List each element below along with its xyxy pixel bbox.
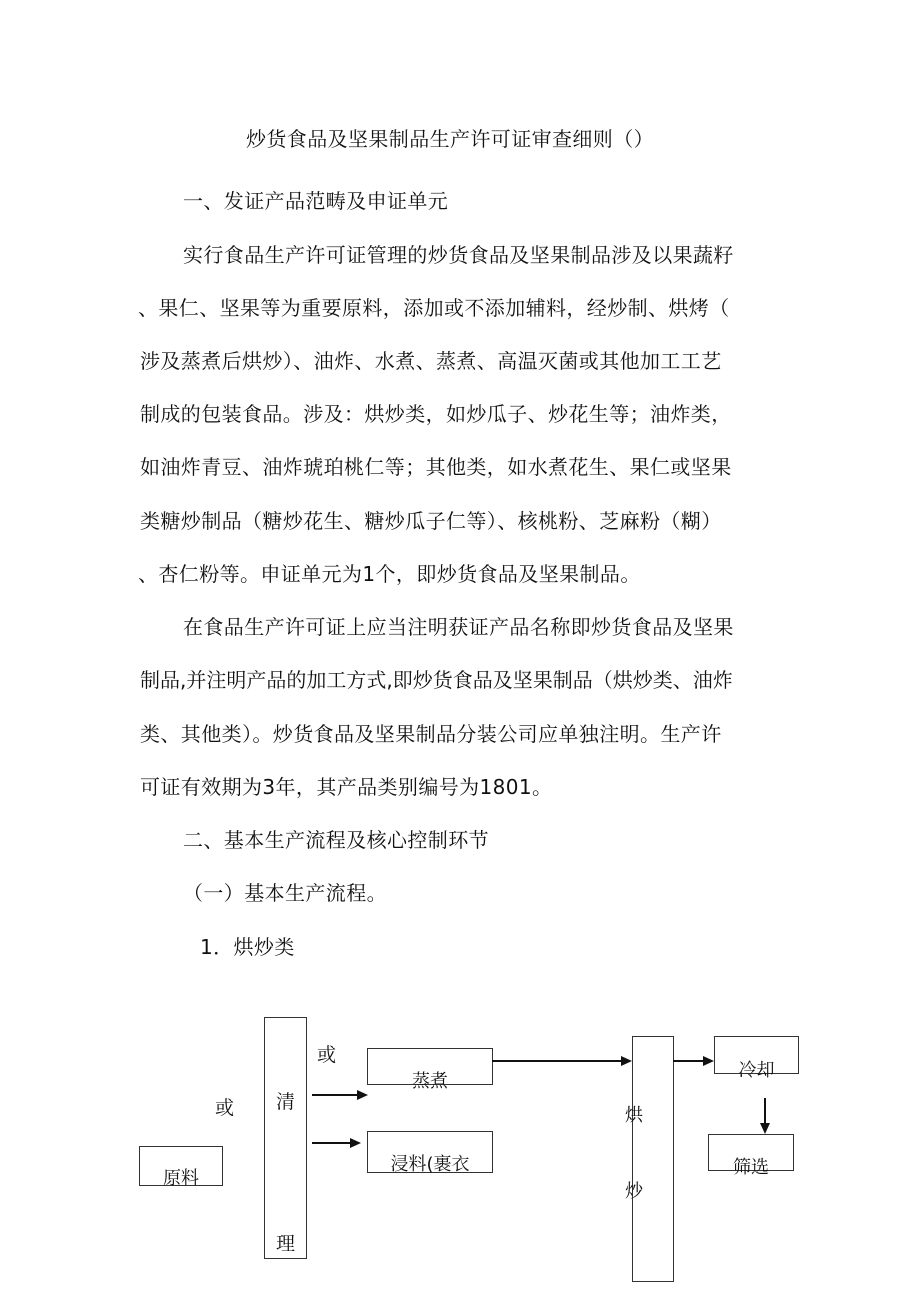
roasting-label-clipped: 烘炒 [622,1105,643,1257]
or-label-top: 或 [317,1044,337,1066]
soaking-label: 浸料(裹衣 [390,1154,470,1175]
raw-material-label: 原料 [163,1168,199,1189]
item-heading: 1．烘炒类 [200,935,295,959]
arrow-line-steaming-roasting [492,1060,622,1062]
arrow-head-right [703,1056,714,1066]
arrow-head-right [357,1090,368,1100]
paragraph-line: 涉及蒸煮后烘炒）、油炸、水煮、蒸煮、高温灭菌或其他加工工艺 [140,349,722,373]
screening-box [708,1134,794,1178]
document-title: 炒货食品及坚果制品生产许可证审查细则（） [246,127,654,151]
cleaning-label-bottom: 理 [275,1233,295,1255]
arrow-line-roasting-cooling [673,1060,705,1062]
arrow-line-cleaning-steaming [312,1094,358,1096]
cooling-box [714,1036,799,1081]
section1-heading: 一、发证产品范畴及申证单元 [183,189,449,213]
cleaning-box [264,1017,307,1259]
paragraph-line: 、杏仁粉等。申证单元为1个，即炒货食品及坚果制品。 [138,562,641,586]
section2-heading: 二、基本生产流程及核心控制环节 [183,828,489,852]
or-label-left: 或 [215,1097,235,1119]
paragraph-line: 如油炸青豆、油炸琥珀桃仁等；其他类，如水煮花生、果仁或坚果 [140,455,732,479]
paragraph-line: 制品,并注明产品的加工方式,即炒货食品及坚果制品（烘炒类、油炸 [140,668,733,692]
arrow-head-right [350,1138,361,1148]
paragraph-line: 在食品生产许可证上应当注明获证产品名称即炒货食品及坚果 [183,615,734,639]
subsection-heading: （一）基本生产流程。 [183,881,387,905]
arrow-line-cooling-screening [764,1098,766,1124]
arrow-line-cleaning-soaking [312,1142,352,1144]
paragraph-line: 制成的包装食品。涉及：烘炒类，如炒瓜子、炒花生等；油炸类， [140,402,732,426]
screening-label: 筛选 [733,1157,769,1178]
roasting-box [622,1036,674,1282]
arrow-head-right [621,1056,632,1066]
steaming-label: 蒸煮 [412,1071,448,1092]
soaking-box [367,1131,493,1173]
cooling-label: 冷却 [738,1060,775,1081]
steaming-box [367,1048,493,1092]
paragraph-line: 可证有效期为3年，其产品类别编号为1801。 [140,775,553,799]
paragraph-line: 实行食品生产许可证管理的炒货食品及坚果制品涉及以果蔬籽 [183,243,734,267]
paragraph-line: 、果仁、坚果等为重要原料，添加或不添加辅料，经炒制、烘烤（ [138,296,730,320]
cleaning-label-top: 清 [275,1091,295,1113]
raw-material-box [139,1146,223,1189]
arrow-head-down [760,1123,770,1134]
paragraph-line: 类、其他类）。炒货食品及坚果制品分装公司应单独注明。生产许 [140,722,722,746]
paragraph-line: 类糖炒制品（糖炒花生、糖炒瓜子仁等）、核桃粉、芝麻粉（糊） [140,509,722,533]
